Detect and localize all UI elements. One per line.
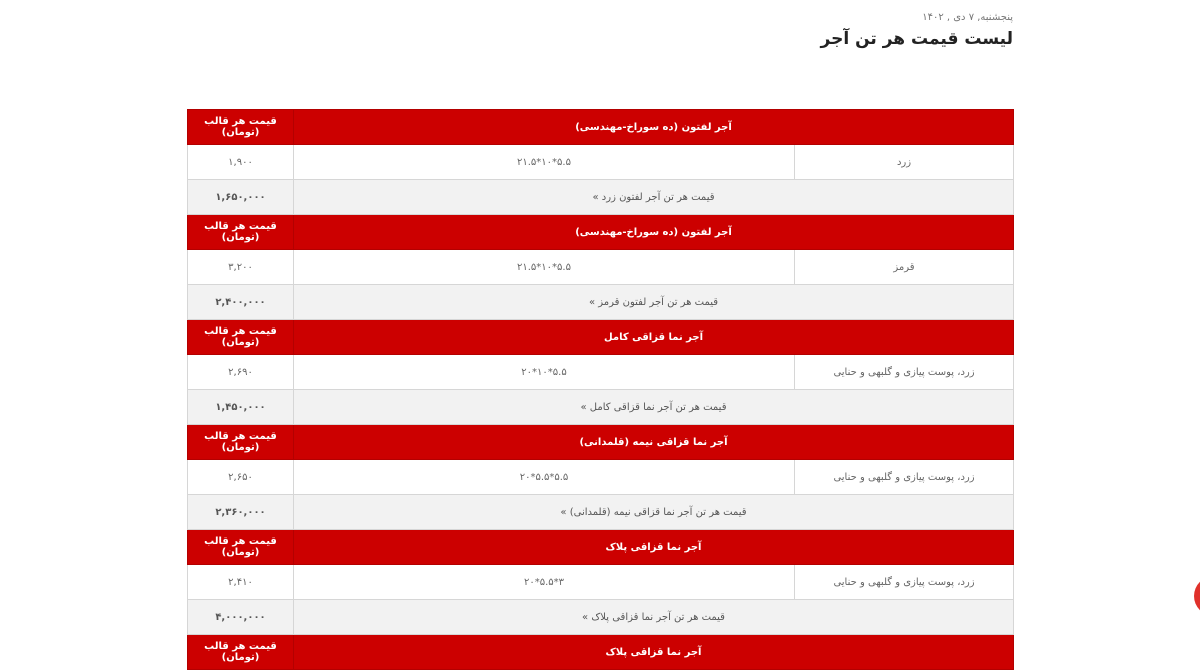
price-column-header: قیمت هر قالب (تومان) (188, 425, 294, 460)
unit-price-cell: ۱,۹۰۰ (188, 145, 294, 180)
total-label-cell: قیمت هر تن آجر لفتون زرد » (294, 180, 1014, 215)
brick-price-table (187, 109, 1014, 670)
total-price-cell: ۱,۶۵۰,۰۰۰ (188, 180, 294, 215)
product-row (188, 355, 1014, 390)
total-price-cell: ۲,۴۰۰,۰۰۰ (188, 285, 294, 320)
unit-price-cell: ۲,۶۵۰ (188, 460, 294, 495)
price-column-header: قیمت هر قالب (تومان) (188, 530, 294, 565)
section-header-row (188, 530, 1014, 565)
product-name-cell: آجر نما قزاقی پلاک (294, 530, 1014, 565)
total-price-cell: ۴,۰۰۰,۰۰۰ (188, 600, 294, 635)
dimensions-cell: ۲۱.۵*۱۰*۵.۵ (294, 145, 795, 180)
total-row (188, 600, 1014, 635)
product-name-cell: آجر نما قزاقی پلاک (294, 635, 1014, 670)
price-column-header: قیمت هر قالب (تومان) (188, 320, 294, 355)
total-row (188, 285, 1014, 320)
color-cell: زرد، پوست پیازی و گلبهی و حنایی (795, 355, 1014, 390)
dimensions-cell: ۲۱.۵*۱۰*۵.۵ (294, 250, 795, 285)
unit-price-cell: ۲,۶۹۰ (188, 355, 294, 390)
total-label-cell: قیمت هر تن آجر نما قزاقی کامل » (294, 390, 1014, 425)
color-cell: زرد، پوست پیازی و گلبهی و حنایی (795, 565, 1014, 600)
total-price-cell: ۱,۴۵۰,۰۰۰ (188, 390, 294, 425)
dimensions-cell: ۲۰*۵.۵*۳ (294, 565, 795, 600)
color-cell: زرد، پوست پیازی و گلبهی و حنایی (795, 460, 1014, 495)
section-header-row (188, 215, 1014, 250)
product-name-cell: آجر نما قزاقی کامل (294, 320, 1014, 355)
total-row (188, 495, 1014, 530)
chat-widget-button[interactable] (1194, 576, 1200, 616)
product-name-cell: آجر نما قزاقی نیمه (قلمدانی) (294, 425, 1014, 460)
total-row (188, 390, 1014, 425)
section-header-row (188, 320, 1014, 355)
color-cell: زرد (795, 145, 1014, 180)
total-label-cell: قیمت هر تن آجر نما قزاقی نیمه (قلمدانی) » (294, 495, 1014, 530)
product-name-cell: آجر لفتون (ده سوراخ-مهندسی) (294, 110, 1014, 145)
product-row (188, 565, 1014, 600)
product-row (188, 145, 1014, 180)
unit-price-cell: ۲,۴۱۰ (188, 565, 294, 600)
page-header (613, 10, 1013, 51)
total-row (188, 180, 1014, 215)
total-label-cell: قیمت هر تن آجر لفتون قرمز » (294, 285, 1014, 320)
product-row (188, 250, 1014, 285)
section-header-row (188, 425, 1014, 460)
dimensions-cell: ۲۰*۵.۵*۵.۵ (294, 460, 795, 495)
dimensions-cell: ۲۰*۱۰*۵.۵ (294, 355, 795, 390)
product-name-cell: آجر لفتون (ده سوراخ-مهندسی) (294, 215, 1014, 250)
section-header-row (188, 635, 1014, 670)
color-cell: قرمز (795, 250, 1014, 285)
section-header-row (188, 110, 1014, 145)
product-row (188, 460, 1014, 495)
unit-price-cell: ۳,۲۰۰ (188, 250, 294, 285)
price-column-header: قیمت هر قالب (تومان) (188, 215, 294, 250)
post-date: پنجشنبه, ۷ دی , ۱۴۰۲ (922, 12, 1013, 23)
total-label-cell: قیمت هر تن آجر نما قزاقی پلاک » (294, 600, 1014, 635)
page-title: لیست قیمت هر تن آجر (820, 29, 1013, 49)
price-column-header: قیمت هر قالب (تومان) (188, 635, 294, 670)
total-price-cell: ۲,۳۶۰,۰۰۰ (188, 495, 294, 530)
price-column-header: قیمت هر قالب (تومان) (188, 110, 294, 145)
